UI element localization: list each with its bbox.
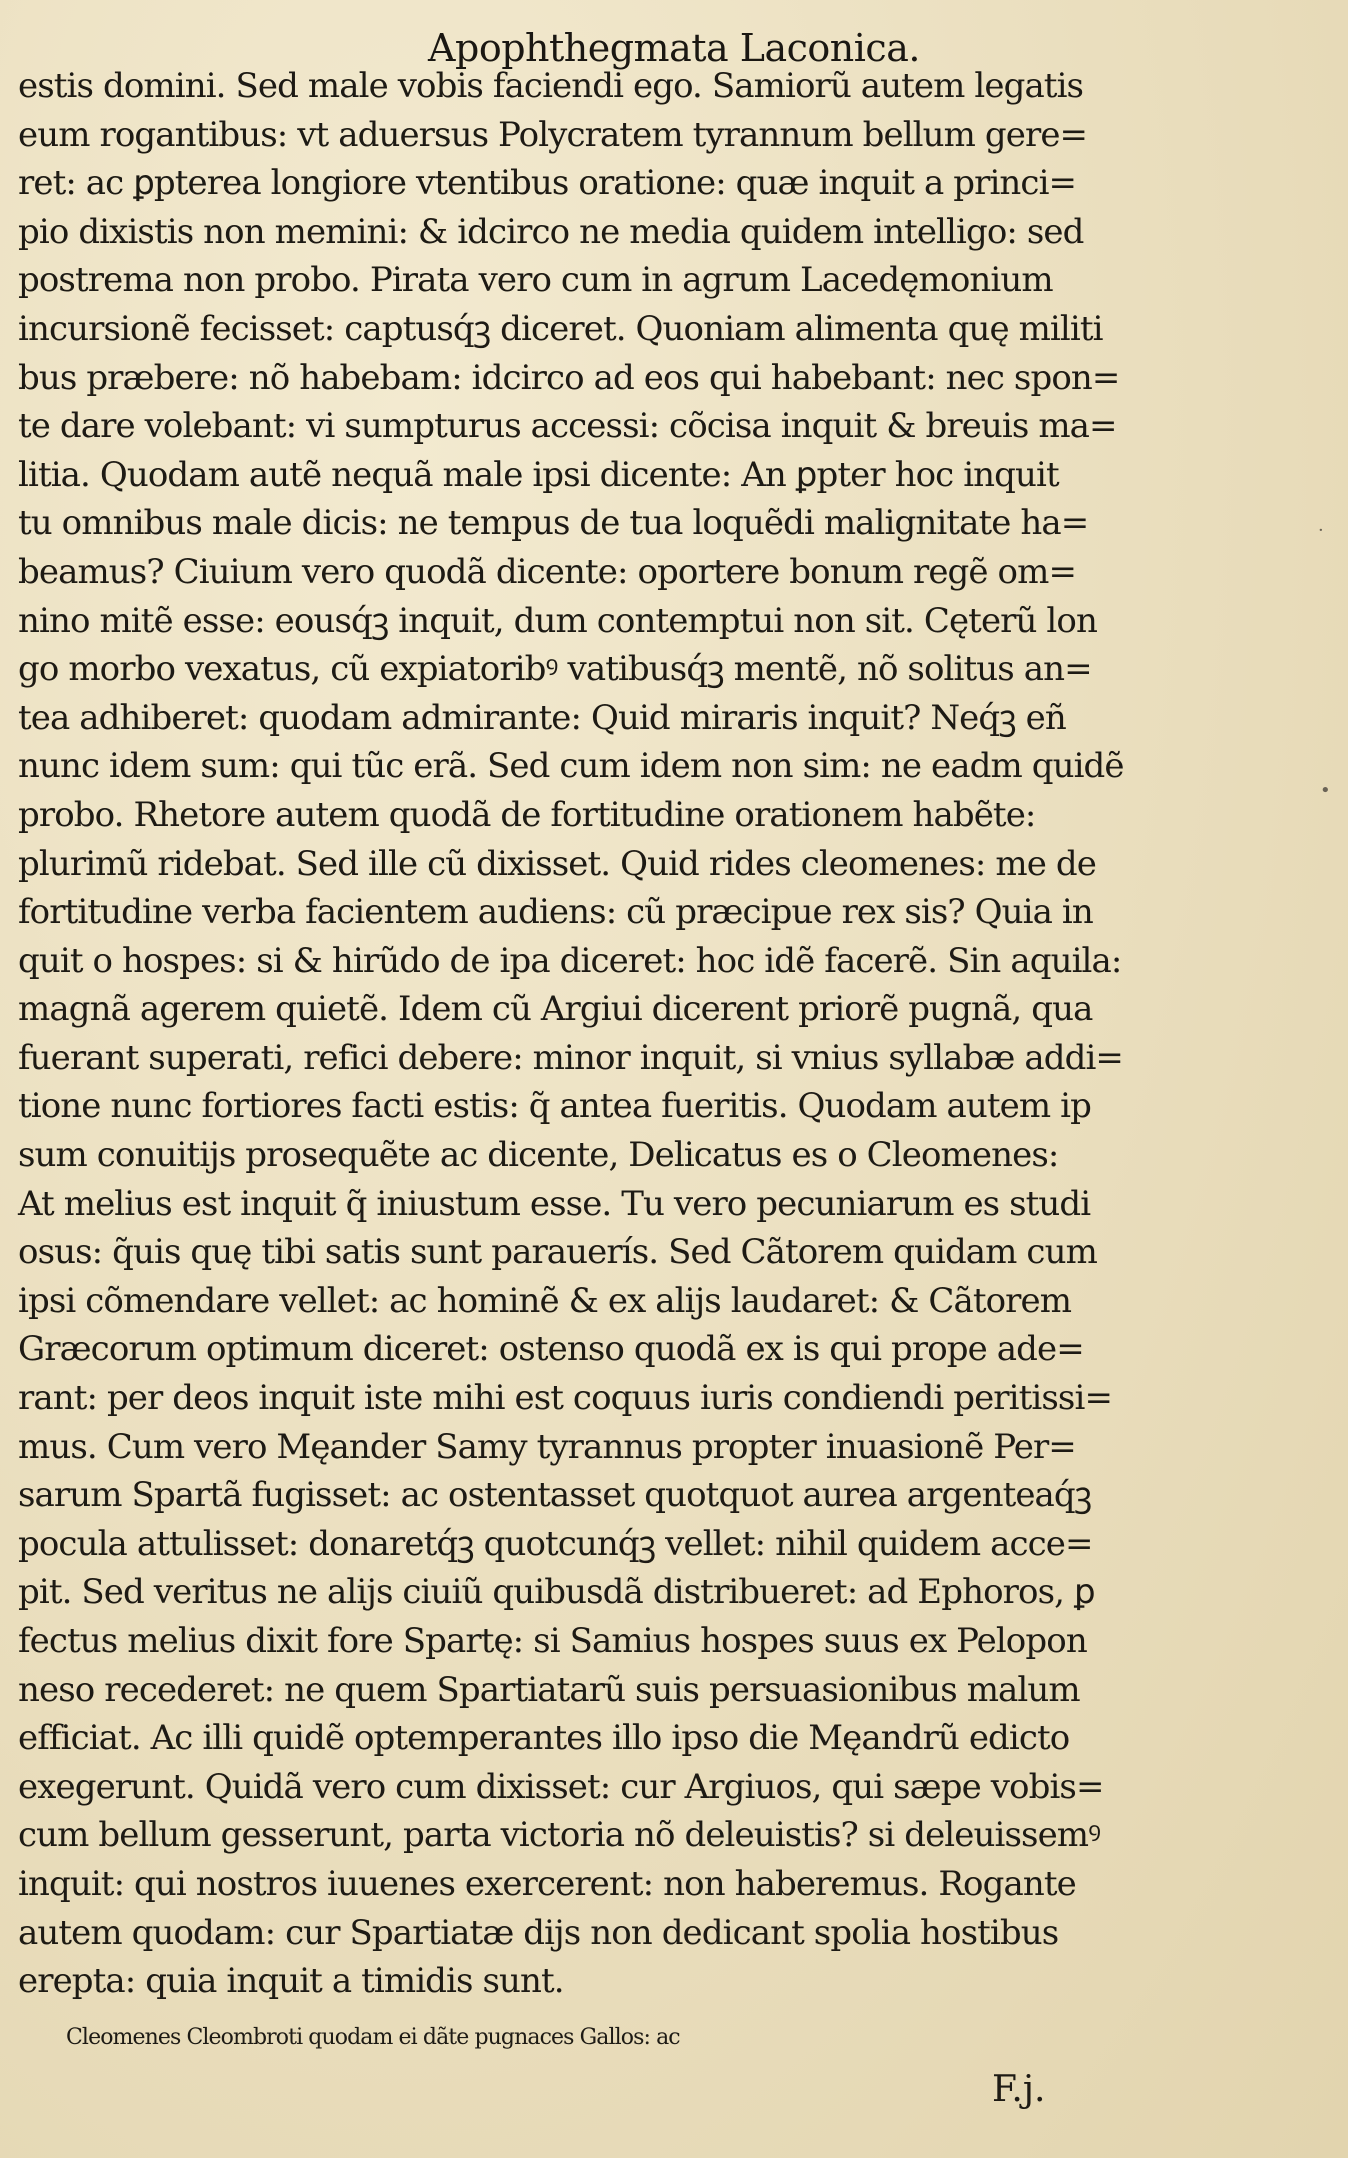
text-line: autem quodam: cur Spartiatæ dijs non dedicant spolia hostibus [18, 1912, 1059, 1953]
text-line: te dare volebant: vi sumpturus accessi: cõcisa inquit & breuis ma= [18, 406, 1117, 447]
text-line: sarum Spartã fugisset: ac ostentasset quotquot aurea argenteaq́ꝫ [18, 1475, 1092, 1516]
text-line: efficiat. Ac illi quidẽ optemperantes illo ipso die Męandrũ edicto [18, 1718, 1070, 1759]
text-line: mus. Cum vero Męander Samy tyrannus propter inuasionẽ Per= [18, 1426, 1076, 1467]
text-line: cum bellum gesserunt, parta victoria nõ deleuistis? si deleuissemꝰ [18, 1815, 1101, 1856]
text-line: tu omnibus male dicis: ne tempus de tua loquẽdi malignitate ha= [18, 503, 1089, 544]
text-line: beamus? Ciuium vero quodã dicente: oportere bonum regẽ om= [18, 551, 1077, 592]
signature-mark: F.j. [992, 2069, 1046, 2110]
text-line: erepta: quia inquit a timidis sunt. [18, 1961, 564, 2002]
main-text-block [18, 62, 1218, 2062]
text-line: At melius est inquit q̃ iniustum esse. Tu vero pecuniarum es studi [18, 1183, 1091, 1224]
text-line: fectus melius dixit fore Spartę: si Samius hospes suus ex Pelopon [18, 1621, 1087, 1661]
text-line: osus: q̃uis quę tibi satis sunt parauerís. Sed Cãtorem quidam cum [18, 1232, 1097, 1273]
text-line: ret: ac ꝑpterea longiore vtentibus oratione: quæ inquit a princi= [18, 163, 1077, 204]
text-line: plurimũ ridebat. Sed ille cũ dixisset. Quid rides cleomenes: me de [18, 843, 1096, 884]
text-line: neso recederet: ne quem Spartiatarũ suis persuasionibus malum [18, 1669, 1080, 1710]
text-line: incursionẽ fecisset: captusq́ꝫ diceret. Quoniam alimenta quę militi [18, 308, 1103, 349]
text-line: fuerant superati, refici debere: minor inquit, si vnius syllabæ addi= [18, 1037, 1124, 1078]
running-header: Apophthegmata Laconica. [428, 26, 920, 70]
text-line: quit o hospes: si & hirũdo de ipa diceret: hoc idẽ facerẽ. Sin aquila: [18, 940, 1122, 981]
text-line: estis domini. Sed male vobis faciendi ego. Samiorũ autem legatis [18, 66, 1084, 106]
text-line: sum conuitijs prosequẽte ac dicente, Delicatus es o Cleomenes: [18, 1135, 1059, 1176]
text-line: nunc idem sum: qui tũc erã. Sed cum idem non sim: ne eadm quidẽ [18, 746, 1124, 787]
text-line: nino mitẽ esse: eousq́ꝫ inquit, dum contemptui non sit. Cęterũ lon [18, 600, 1097, 641]
text-line: inquit: qui nostros iuuenes exercerent: non haberemus. Rogante [18, 1863, 1076, 1904]
text-line: postrema non probo. Pirata vero cum in agrum Lacedęmonium [18, 260, 1053, 301]
text-line: ipsi cõmendare vellet: ac hominẽ & ex alijs laudaret: & Cãtorem [18, 1280, 1072, 1321]
text-line: pocula attulisset: donaretq́ꝫ quotcunq́ꝫ vellet: nihil quidem acce= [18, 1523, 1093, 1564]
text-line: Græcorum optimum diceret: ostenso quodã ex is qui prope ade= [18, 1329, 1084, 1370]
text-line: pit. Sed veritus ne alijs ciuiũ quibusdã distribueret: ad Ephoros, ꝑ [18, 1572, 1095, 1613]
paragraph-first-line: Cleomenes Cleombroti quodam ei dãte pugnaces Gallos: ac [66, 2024, 680, 2050]
text-line: litia. Quodam autẽ nequã male ipsi dicente: An ꝑpter hoc inquit [18, 454, 1059, 495]
text-line: tione nunc fortiores facti estis: q̃ antea fueritis. Quodam autem ip [18, 1086, 1091, 1127]
margin-speck: · [1318, 520, 1324, 541]
text-line: exegerunt. Quidã vero cum dixisset: cur Argiuos, qui sæpe vobis= [18, 1766, 1104, 1807]
text-line: magnã agerem quietẽ. Idem cũ Argiui dicerent priorẽ pugnã, qua [18, 989, 1093, 1030]
text-line: eum rogantibus: vt aduersus Polycratem tyrannum bellum gere= [18, 114, 1088, 155]
text-line: probo. Rhetore autem quodã de fortitudine orationem habẽte: [18, 794, 1036, 835]
text-line: rant: per deos inquit iste mihi est coquus iuris condiendi peritissi= [18, 1378, 1113, 1419]
text-line: bus præbere: nõ habebam: idcirco ad eos qui habebant: nec spon= [18, 357, 1120, 398]
text-line: pio dixistis non memini: & idcirco ne media quidem intelligo: sed [18, 211, 1084, 252]
text-line: tea adhiberet: quodam admirante: Quid miraris inquit? Neq́ꝫ eñ [18, 697, 1066, 738]
text-line: go morbo vexatus, cũ expiatoribꝰ vatibusq́ꝫ mentẽ, nõ solitus an= [18, 649, 1092, 690]
text-line: fortitudine verba facientem audiens: cũ præcipue rex sis? Quia in [18, 892, 1093, 933]
margin-speck: • [1320, 780, 1331, 801]
